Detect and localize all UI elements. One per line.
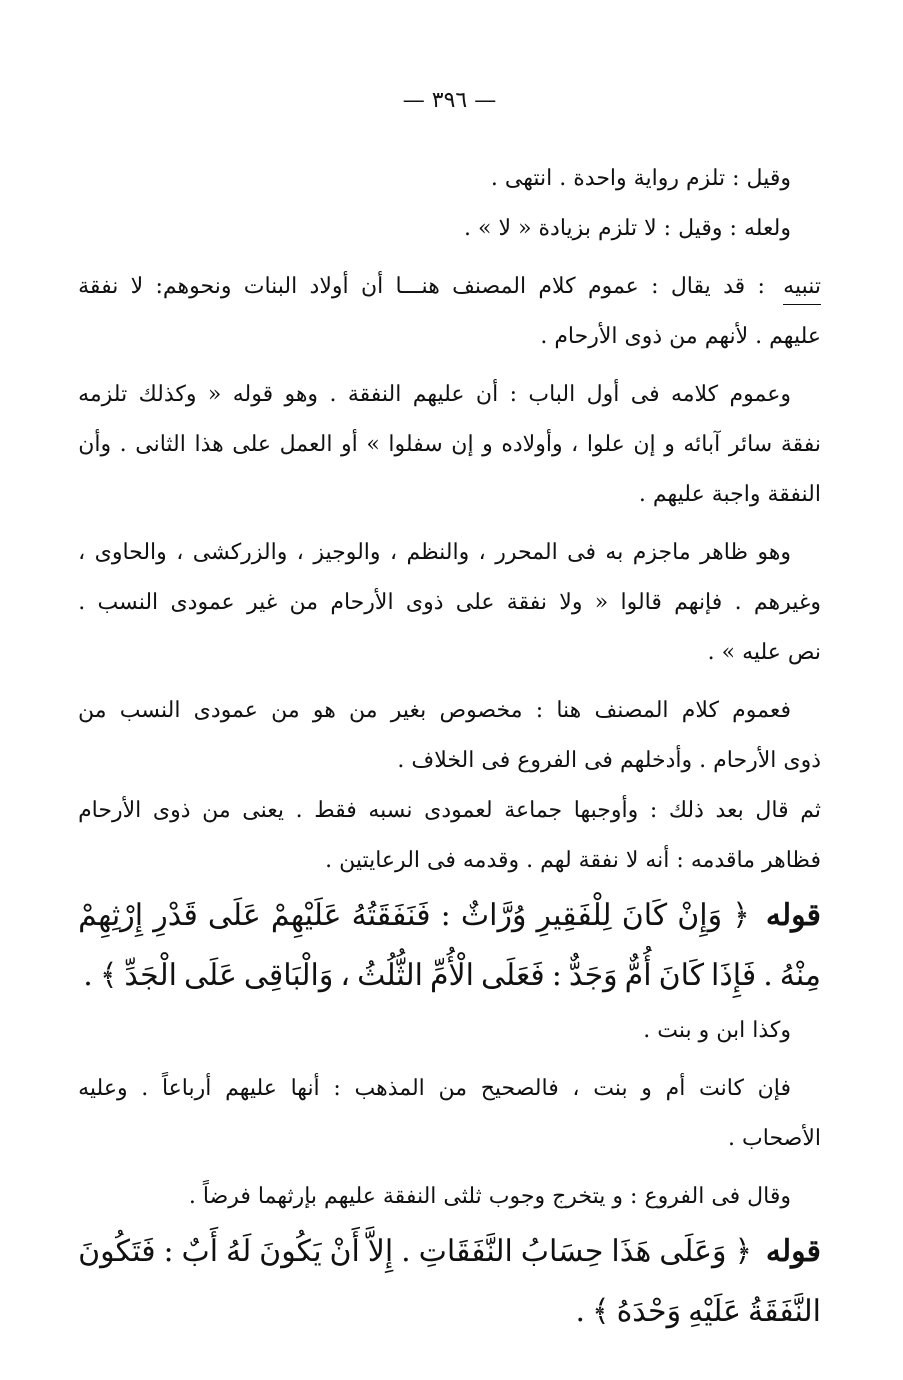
word: هذا [194,432,224,457]
word: : [663,216,672,241]
word: نفقة [578,848,619,873]
word: بنت [657,1018,692,1043]
paragraph-gap [78,1164,821,1172]
word: إن [451,432,474,457]
word: عمودى [193,698,258,723]
word: فإنهم [674,590,723,615]
word: فظاهر [761,848,821,873]
word: وقال [747,1184,791,1209]
word: لا [498,216,512,241]
word: ولا [559,590,583,615]
word: الأرحام [554,324,618,349]
word: : [676,848,684,873]
text-line [78,1222,821,1282]
word: . [540,324,548,349]
word: فالصحيح [480,1076,559,1101]
paragraph-gap [78,362,821,370]
word: مخصوص [439,698,523,723]
word: من [202,798,231,823]
word: سائر [728,432,773,457]
word: لا [130,274,144,299]
word: . [638,482,646,507]
text-line [78,736,821,786]
word: » [478,216,492,241]
word: واحدة [573,166,627,191]
paragraph-gap [78,520,821,528]
text-line [78,204,821,254]
word: إِلاَّ [367,1234,394,1269]
word: : [649,798,658,823]
word: وعليه [78,1076,128,1101]
text-line [78,836,821,886]
word: نفقة [506,590,547,615]
word: أُمٌّ [624,958,652,993]
word: أَبٌ [181,1234,219,1269]
paragraph-gap [78,678,821,686]
word: انتهى [504,166,553,191]
word: : [732,166,740,191]
word: والوجيز [313,540,381,565]
word: ذوى [624,324,663,349]
word: الفروع [644,1184,705,1209]
word: الثانى [135,432,186,457]
word: من [289,590,319,615]
word: بنت [593,1076,628,1101]
word: سفلوا [388,432,443,457]
text-line [78,312,821,362]
word: الخلاف [411,748,475,773]
word: عَلَيْهِ [688,1294,742,1329]
word: أن [475,382,499,407]
word: عليه [742,640,781,665]
word: و [664,432,675,457]
word: بإرثهما [257,1184,318,1209]
word: يقال [670,274,711,299]
word: ونحوهم: [155,274,232,299]
word: عليهم [652,482,705,507]
word: . [728,1126,736,1151]
word: فى [584,748,613,773]
word: . [188,1184,196,1209]
word: الْجَدِّ [124,958,178,993]
word: حِسَابُ [520,1234,604,1269]
word: . [141,1076,149,1101]
word: لِلْفَقِيرِ [536,898,612,933]
word: كلام [681,698,719,723]
word: ، [478,540,486,565]
word: كَانَ [621,898,668,933]
word: وَجَدٌّ [568,958,618,993]
word: » [721,640,736,665]
word: مِنْهُ [779,958,821,993]
word: قال [755,798,789,823]
word: : [333,1076,341,1101]
word: عليهم [412,382,465,407]
word: النفقة [382,1184,437,1209]
word: لا [625,848,639,873]
word: فَنَفَقَتُهُ [351,898,431,933]
word: الأرحام [713,748,777,773]
word: النَّفَقَاتِ [418,1234,513,1269]
word: لا [644,216,657,241]
word: عموم [587,274,639,299]
text-line [78,420,821,470]
text-line [78,370,821,420]
word: . [699,748,707,773]
word: وأن [78,432,112,457]
word: فقط [314,798,357,823]
word: فى [630,382,660,407]
word: من [78,698,107,723]
word: ذلك [668,798,704,823]
word: هو [312,698,336,723]
word: يتخرج [552,1184,606,1209]
text-line [78,1282,821,1342]
text-line [78,628,821,678]
word: البنات [243,274,298,299]
word: ﴾ [591,1294,610,1329]
word: كلام [538,274,576,299]
word: جماعة [504,798,563,823]
word: بعد [715,798,744,823]
word: وعموم [729,382,791,407]
word: « [518,216,532,241]
word: ماقدمه [690,848,755,873]
word: وَعَلَى [659,1234,727,1269]
word: والنظم [406,540,470,565]
word: وقيل [746,166,791,191]
word: لأنهم [704,324,749,349]
text-line [78,686,821,736]
word: المحرر [495,540,558,565]
word: : [535,698,544,723]
word: عَلَى [184,958,237,993]
word: . [559,166,567,191]
word: لهم [540,848,572,873]
word: يَكُونَ [259,1234,322,1269]
word: ﴾ [99,958,118,993]
word: : [757,274,765,299]
text-line [78,946,821,1006]
word: عليهم [769,324,821,349]
word: و [612,1184,624,1209]
word: ذوى [152,798,191,823]
text-line [78,578,821,628]
word: ثلثى [443,1184,482,1209]
word: تلزمه [78,382,128,407]
word: فَإِذَا [711,958,757,993]
word: فعموم [732,698,791,723]
word: « [207,382,222,407]
word: أن [360,274,384,299]
text-line [78,528,821,578]
word: الرعايتين [339,848,421,873]
body-text [78,154,821,1342]
word: من [271,698,300,723]
word: بزيادة [538,216,591,241]
word: من [349,698,378,723]
word: ، [389,540,398,565]
text-line [78,470,821,520]
word: و [698,1018,710,1043]
word: : [440,898,451,933]
word: ماجزم [632,540,691,565]
word: على [232,432,272,457]
text-line [78,262,821,312]
word: وهو [757,540,791,565]
word: : [163,1234,174,1269]
word: ، [340,958,351,993]
word: واجبة [711,482,761,507]
word: هنا [556,698,582,723]
word: وَالْبَاقِى [243,958,334,993]
word: إن [633,432,656,457]
word: عَلَيْهِمْ [270,898,342,933]
word: ، [572,1076,580,1101]
word: قالوا [620,590,662,615]
word: كانت [699,1076,744,1101]
word: كلامه [670,382,719,407]
word: . [325,848,333,873]
word: الأصحاب [742,1126,821,1151]
word: . [329,382,337,407]
word: . [490,166,498,191]
word: وَإِنْ [677,898,723,933]
word: فرضاً [202,1184,251,1209]
paragraph-gap [78,1056,821,1064]
word: . [734,590,742,615]
word: وأدخلهم [619,748,693,773]
word: علوا [586,432,625,457]
word: وُرَّاثٌ [460,898,527,933]
word: والحاوى [94,540,167,565]
word: أنه [645,848,670,873]
word: . [401,1234,411,1269]
word: فى [427,848,456,873]
word: : [729,216,737,241]
word: والزركشى [192,540,288,565]
word: الباب [528,382,576,407]
word: و [482,432,493,457]
word: فى [711,1184,741,1209]
word: وكذلك [138,382,197,407]
word: ﴿ [732,898,750,933]
word: أم [665,1076,686,1101]
word: : [551,958,562,993]
word: النَّفَقَةُ [748,1294,821,1329]
word: تلزم [597,216,638,241]
word: ، [176,540,184,565]
word: الأرحام [78,798,142,823]
word: أول [586,382,620,407]
word: أو [341,432,358,457]
word: النفقة [767,482,821,507]
word: إِرْثِهِمْ [78,898,144,933]
word: لعمودى [424,798,493,823]
word: . [707,640,715,665]
word: : [651,274,659,299]
word: الفروع [517,748,578,773]
word: من [669,324,698,349]
word: ، [571,432,579,457]
word: . [83,958,93,993]
lead-word: قوله [765,1234,821,1269]
word: ﴿ [734,1234,753,1269]
word: غير [246,590,278,615]
word: هنـــا [395,274,440,299]
word: « [594,590,609,615]
word: . [397,748,405,773]
word: ولعله [743,216,791,241]
word: وغيرهم [753,590,821,615]
word: قد [723,274,746,299]
word: به [605,540,624,565]
word: عليهم [225,1076,277,1101]
word: . [78,590,86,615]
word: فَتَكُونَ [78,1234,156,1269]
word: آبائه [683,432,721,457]
word: . [755,324,763,349]
word: المصنف [452,274,527,299]
text-line [78,786,821,836]
word: فَعَلَى [481,958,545,993]
word: النسب [97,590,159,615]
word: . [526,848,534,873]
word: فى [481,748,511,773]
word: النسب [119,698,181,723]
word: المذهب [354,1076,425,1101]
word: بغير [390,698,427,723]
word: نفقة [78,274,119,299]
word: . [575,1294,585,1329]
word: ذوى [783,748,821,773]
word: وَحْدَهُ [616,1294,682,1329]
text-line [78,1064,821,1114]
paragraph-gap [78,254,821,262]
word: أولاد [309,274,349,299]
word: رواية [633,166,679,191]
word: . [119,432,127,457]
text-line [78,1172,821,1222]
word: عَلَى [207,898,261,933]
word: كَانَ [658,958,705,993]
word: : [509,382,517,407]
word: على [455,590,495,615]
word: ، [296,540,304,565]
word: نسبه [368,798,413,823]
word: الثُّلُثُ [357,958,423,993]
word: ثم [800,798,821,823]
word: قَدْرِ [153,898,198,933]
word: فى [567,540,596,565]
word: » [366,432,380,457]
word: وقدمه [462,848,520,873]
word: ، [78,540,86,565]
word: أنها [290,1076,320,1101]
word: ابن [716,1018,746,1043]
word: وجوب [488,1184,546,1209]
word: . [763,958,773,993]
word: الْأُمِّ [429,958,475,993]
word: عليهم [324,1184,376,1209]
word: تلزم [685,166,726,191]
word: المصنف [594,698,669,723]
word: من [438,1076,467,1101]
text-line [78,1006,821,1056]
word: النفقة [347,382,402,407]
word: نص [787,640,821,665]
word: وقيل [678,216,723,241]
word: نفقة [780,432,821,457]
word: ظاهر [700,540,748,565]
word: يعنى [242,798,284,823]
word: عمودى [170,590,235,615]
text-line [78,1114,821,1164]
word: العمل [279,432,333,457]
word: ذوى [405,590,444,615]
text-line [78,886,821,946]
word: وأوجبها [573,798,639,823]
lead-word: قوله [765,898,821,933]
word: الأرحام [330,590,394,615]
word: . [464,216,472,241]
word: وكذا [752,1018,791,1043]
word: . [643,1018,651,1043]
word: أرباعاً [161,1076,212,1101]
page-number: — ٣٩٦ — [402,88,497,113]
word: أَنْ [329,1234,360,1269]
word: . [295,798,303,823]
word: فإن [757,1076,791,1101]
word: : [630,1184,638,1209]
word: قوله [232,382,274,407]
word: لَهُ [226,1234,252,1269]
word: و [641,1076,652,1101]
text-line [78,154,821,204]
lead-word: تنبيه [783,270,821,305]
word: وهو [284,382,319,407]
word: هَذَا [611,1234,652,1269]
word: وأولاده [501,432,563,457]
